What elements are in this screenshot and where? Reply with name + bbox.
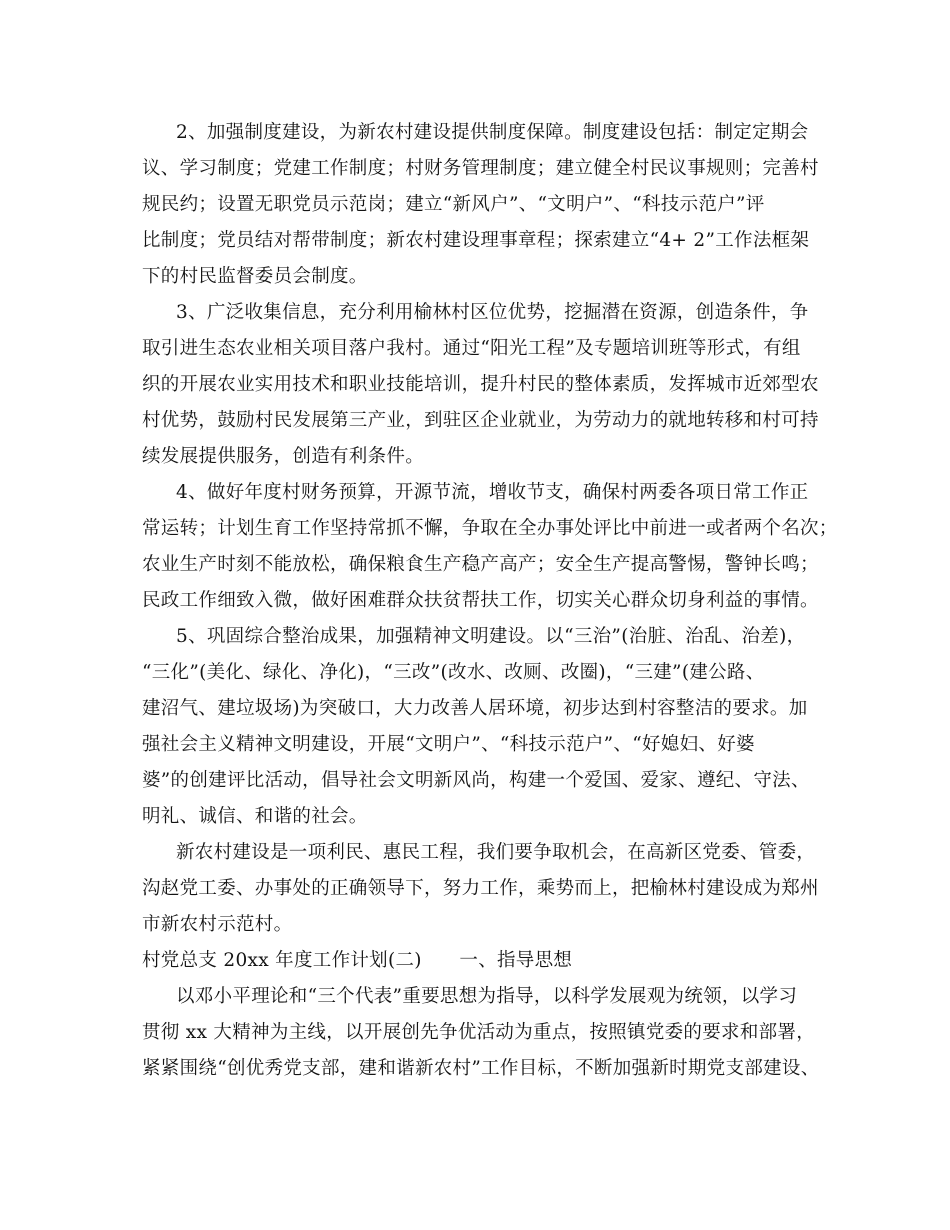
paragraph-3-line-3: 织的开展农业实用技术和职业技能培训，提升村民的整体素质，发挥城市近郊型农: [142, 374, 819, 395]
paragraph-4-line-4: 民政工作细致入微，做好困难群众扶贫帮扶工作，切实关心群众切身利益的事情。: [142, 590, 819, 611]
paragraph-2-line-3: 规民约；设置无职党员示范岗；建立“新风户”、“文明户”、“科技示范户”评: [142, 194, 765, 215]
section-heading: 村党总支 20xx 年度工作计划(二) 一、指导思想: [142, 950, 573, 971]
closing-paragraph-line-1: 新农村建设是一项利民、惠民工程，我们要争取机会，在高新区党委、管委，: [176, 842, 816, 863]
guiding-thought-line-1: 以邓小平理论和“三个代表”重要思想为指导，以科学发展观为统领，以学习: [176, 986, 798, 1007]
guiding-thought-line-2: 贯彻 xx 大精神为主线，以开展创先争优活动为重点，按照镇党委的要求和部署，: [142, 1022, 816, 1043]
paragraph-2-line-5: 下的村民监督委员会制度。: [142, 266, 368, 287]
paragraph-3-line-5: 续发展提供服务，创造有利条件。: [142, 446, 425, 467]
paragraph-2-line-2: 议、学习制度；党建工作制度；村财务管理制度；建立健全村民议事规则；完善村: [142, 158, 819, 179]
paragraph-5-line-6: 明礼、诚信、和谐的社会。: [142, 806, 368, 827]
closing-paragraph-line-2: 沟赵党工委、办事处的正确领导下，努力工作，乘势而上，把榆林村建设成为郑州: [142, 878, 819, 899]
paragraph-3-line-4: 村优势，鼓励村民发展第三产业，到驻区企业就业，为劳动力的就地转移和村可持: [142, 410, 819, 431]
paragraph-5-line-2: “三化”(美化、绿化、净化)，“三改”(改水、改厕、改圈)，“三建”(建公路、: [142, 662, 765, 683]
paragraph-4-line-1: 4、做好年度村财务预算，开源节流，增收节支，确保村两委各项日常工作正: [176, 482, 809, 503]
paragraph-4-line-3: 农业生产时刻不能放松，确保粮食生产稳产高产；安全生产提高警惕，警钟长鸣；: [142, 554, 819, 575]
paragraph-5-line-1: 5、巩固综合整治成果，加强精神文明建设。以“三治”(治脏、治乱、治差)，: [176, 626, 806, 647]
paragraph-5-line-3: 建沼气、建垃圾场)为突破口，大力改善人居环境，初步达到村容整洁的要求。加: [142, 698, 808, 719]
closing-paragraph-line-3: 市新农村示范村。: [142, 914, 293, 935]
paragraph-5-line-4: 强社会主义精神文明建设，开展“文明户”、“科技示范户”、“好媳妇、好婆: [142, 734, 755, 755]
paragraph-2-line-1: 2、加强制度建设，为新农村建设提供制度保障。制度建设包括：制定定期会: [176, 122, 809, 143]
paragraph-3-line-2: 取引进生态农业相关项目落户我村。通过“阳光工程”及专题培训班等形式，有组: [142, 338, 801, 359]
paragraph-5-line-5: 婆”的创建评比活动，倡导社会文明新风尚，构建一个爱国、爱家、遵纪、守法、: [142, 770, 810, 791]
paragraph-4-line-2: 常运转；计划生育工作坚持常抓不懈，争取在全办事处评比中前进一或者两个名次；: [142, 518, 838, 539]
paragraph-2-line-4: 比制度；党员结对帮带制度；新农村建设理事章程；探索建立“4+ 2”工作法框架: [142, 230, 810, 251]
paragraph-3-line-1: 3、广泛收集信息，充分利用榆林村区位优势，挖掘潜在资源，创造条件，争: [176, 302, 809, 323]
guiding-thought-line-3: 紧紧围绕“创优秀党支部，建和谐新农村”工作目标，不断加强新时期党支部建设、: [142, 1058, 820, 1079]
